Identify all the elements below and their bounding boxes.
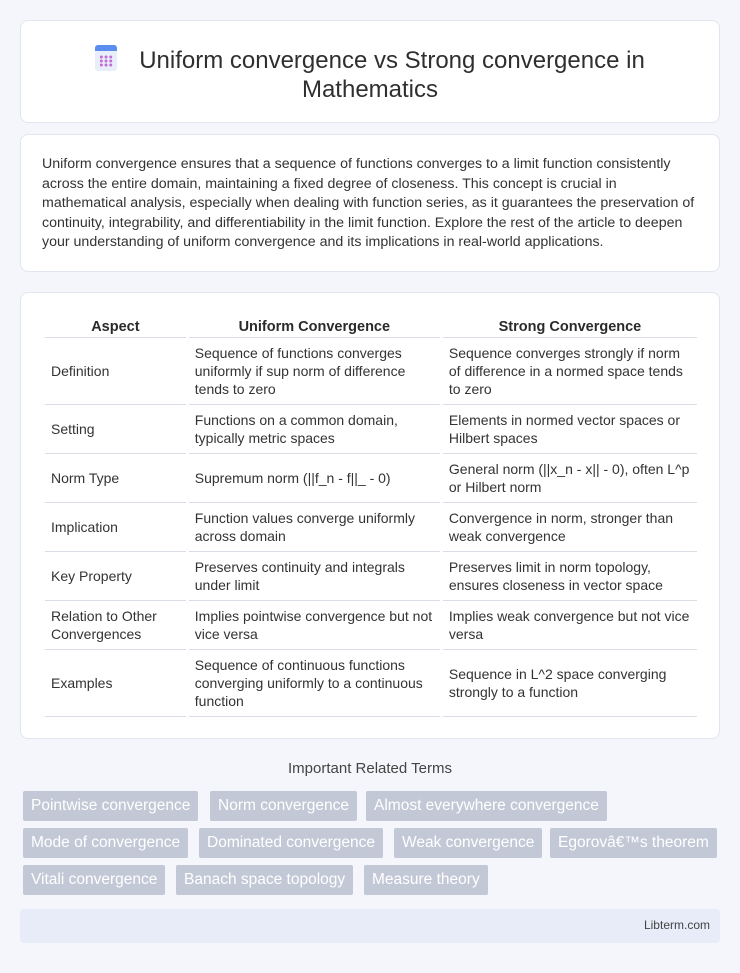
cell-aspect: Setting — [45, 405, 186, 454]
related-tag[interactable]: Egorovâ€™s theorem — [550, 828, 717, 858]
cell-aspect: Relation to Other Convergences — [45, 601, 186, 650]
cell-strong: Implies weak convergence but not vice versa — [443, 601, 697, 650]
intro-card — [20, 134, 720, 272]
related-tag[interactable]: Weak convergence — [394, 828, 542, 858]
table-row — [45, 454, 697, 503]
page-title-wrap — [21, 45, 719, 104]
cell-uniform: Supremum norm (||f_n - f||_ - 0) — [189, 454, 440, 503]
header-strong: Strong Convergence — [443, 317, 697, 338]
cell-aspect: Implication — [45, 503, 186, 552]
cell-strong: Sequence converges strongly if norm of difference in a normed space tends to zero — [443, 338, 697, 405]
cell-uniform: Function values converge uniformly across domain — [189, 503, 440, 552]
cell-aspect: Norm Type — [45, 454, 186, 503]
related-tag[interactable]: Norm convergence — [210, 791, 357, 821]
related-tag[interactable]: Pointwise convergence — [23, 791, 198, 821]
related-tag[interactable]: Dominated convergence — [199, 828, 383, 858]
table-row — [45, 338, 697, 405]
cell-strong: Elements in normed vector spaces or Hilbert spaces — [443, 405, 697, 454]
document-icon — [95, 45, 117, 71]
related-tag[interactable]: Banach space topology — [176, 865, 353, 895]
cell-strong: General norm (||x_n - x|| - 0), often L^p or Hilbert norm — [443, 454, 697, 503]
cell-aspect: Definition — [45, 338, 186, 405]
cell-strong: Convergence in norm, stronger than weak convergence — [443, 503, 697, 552]
table-row — [45, 405, 697, 454]
table-row — [45, 650, 697, 717]
table-header-row — [45, 317, 697, 338]
cell-aspect: Examples — [45, 650, 186, 717]
related-tag[interactable]: Vitali convergence — [23, 865, 165, 895]
cell-uniform: Implies pointwise convergence but not vice versa — [189, 601, 440, 650]
page-title: Uniform convergence vs Strong convergence in Mathematics — [139, 47, 645, 103]
related-tag[interactable]: Mode of convergence — [23, 828, 188, 858]
cell-strong: Preserves limit in norm topology, ensures closeness in vector space — [443, 552, 697, 601]
cell-aspect: Key Property — [45, 552, 186, 601]
related-tag[interactable]: Almost everywhere convergence — [366, 791, 607, 821]
related-terms-heading: Important Related Terms — [288, 760, 452, 777]
table-row — [45, 601, 697, 650]
footer-site-link[interactable]: Libterm.com — [643, 918, 710, 932]
comparison-table — [42, 317, 700, 717]
footer — [20, 909, 720, 943]
cell-strong: Sequence in L^2 space converging strongly to a function — [443, 650, 697, 717]
cell-uniform: Sequence of functions converges uniformly if sup norm of difference tends to zero — [189, 338, 440, 405]
table-row — [45, 552, 697, 601]
header-uniform: Uniform Convergence — [189, 317, 440, 338]
table-row — [45, 503, 697, 552]
cell-uniform: Preserves continuity and integrals under limit — [189, 552, 440, 601]
related-tag[interactable]: Measure theory — [364, 865, 488, 895]
comparison-card — [20, 292, 720, 739]
cell-uniform: Sequence of continuous functions converging uniformly to a continuous function — [189, 650, 440, 717]
cell-uniform: Functions on a common domain, typically metric spaces — [189, 405, 440, 454]
header-aspect: Aspect — [45, 317, 186, 338]
title-card — [20, 20, 720, 123]
intro-paragraph: Uniform convergence ensures that a sequence of functions converges to a limit function consistently across the entire domain, maintaining a fixed degree of closeness. This concept is crucial in mathematical analysis, especially when dealing with function series, as it guarantees the preservation of continuity, integrability, and differentiability in the limit function. Explore the rest of the article to deepen your understanding of uniform convergence and its implications in real-world applications. — [42, 156, 695, 250]
